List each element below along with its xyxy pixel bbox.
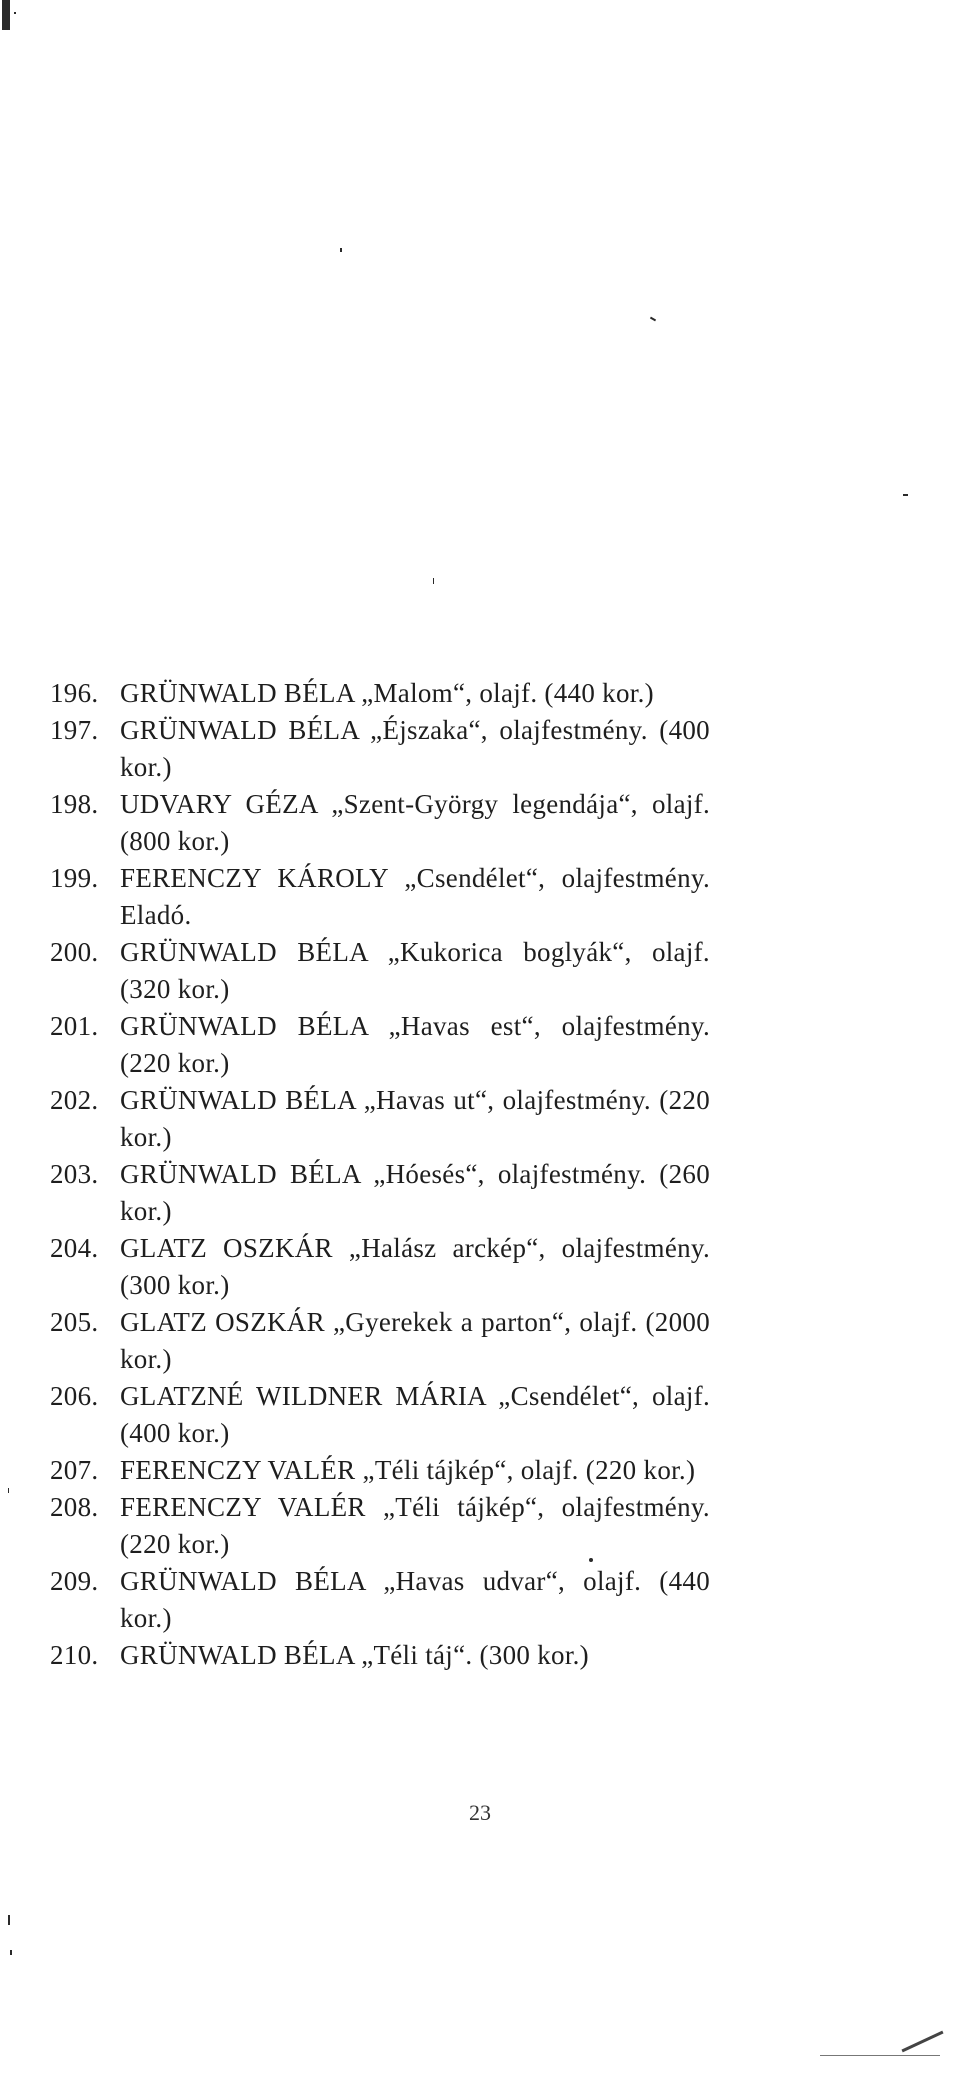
scan-speck — [8, 1915, 10, 1925]
entry-text: GRÜNWALD BÉLA „Malom“, olajf. (440 kor.) — [120, 678, 654, 708]
scan-smudge — [901, 2031, 943, 2053]
entry-number: 204. — [50, 1233, 99, 1263]
scan-speck — [14, 12, 16, 14]
entry-number: 200. — [50, 937, 99, 967]
entry-text: GRÜNWALD BÉLA „Éjszaka“, olajfestmény. (400 kor.) — [120, 715, 710, 782]
entry-number: 208. — [50, 1492, 99, 1522]
page-number: 23 — [469, 1800, 491, 1825]
scan-speck — [8, 1488, 9, 1493]
entry-number: 197. — [50, 715, 99, 745]
catalog-entry — [50, 1489, 710, 1563]
scan-speck — [10, 1950, 12, 1955]
catalog-entry — [50, 1637, 710, 1674]
catalog-entry — [50, 1304, 710, 1378]
catalog-entry — [50, 1156, 710, 1230]
entry-number: 207. — [50, 1455, 99, 1485]
entry-text: FERENCZY VALÉR „Téli tájkép“, olajf. (220 kor.) — [120, 1455, 696, 1485]
entry-text: GRÜNWALD BÉLA „Havas est“, olajfestmény. (220 kor.) — [120, 1011, 710, 1078]
entry-text: GRÜNWALD BÉLA „Havas udvar“, olajf. (440 kor.) — [120, 1566, 710, 1633]
entry-number: 209. — [50, 1566, 99, 1596]
entry-number: 201. — [50, 1011, 99, 1041]
entry-text: GLATZ OSZKÁR „Gyerekek a parton“, olajf. (2000 kor.) — [120, 1307, 710, 1374]
entry-number: 198. — [50, 789, 99, 819]
entry-text: GLATZ OSZKÁR „Halász arckép“, olajfestmény. (300 kor.) — [120, 1233, 710, 1300]
catalog-entry — [50, 712, 710, 786]
scan-speck — [433, 578, 434, 584]
entry-number: 203. — [50, 1159, 99, 1189]
catalog-entry — [50, 1563, 710, 1637]
entry-number: 196. — [50, 678, 99, 708]
entry-text: FERENCZY VALÉR „Téli tájkép“, olajfestmény. (220 kor.) — [120, 1492, 710, 1559]
scan-speck — [650, 317, 656, 322]
entry-number: 199. — [50, 863, 99, 893]
entry-text: GRÜNWALD BÉLA „Hóesés“, olajfestmény. (260 kor.) — [120, 1159, 710, 1226]
scan-speck — [903, 494, 908, 496]
catalog-entry — [50, 860, 710, 934]
entry-text: GLATZNÉ WILDNER MÁRIA „Csendélet“, olajf. (400 kor.) — [120, 1381, 710, 1448]
catalog-entry — [50, 786, 710, 860]
entry-number: 202. — [50, 1085, 99, 1115]
catalog-entry — [50, 1452, 710, 1489]
entry-text: FERENCZY KÁROLY „Csendélet“, olajfestmény. Eladó. — [120, 863, 710, 930]
catalog-entry — [50, 934, 710, 1008]
entry-text: UDVARY GÉZA „Szent-György legendája“, olajf. (800 kor.) — [120, 789, 710, 856]
entry-text: GRÜNWALD BÉLA „Kukorica boglyák“, olajf. (320 kor.) — [120, 937, 710, 1004]
scan-speck — [340, 248, 342, 252]
entry-text: GRÜNWALD BÉLA „Havas ut“, olajfestmény. (220 kor.) — [120, 1085, 710, 1152]
entry-number: 210. — [50, 1640, 99, 1670]
entry-number: 206. — [50, 1381, 99, 1411]
catalog-entry — [50, 1230, 710, 1304]
catalog-list — [50, 675, 710, 1674]
entry-text: GRÜNWALD BÉLA „Téli táj“. (300 kor.) — [120, 1640, 589, 1670]
scan-mark — [2, 0, 10, 30]
entry-number: 205. — [50, 1307, 99, 1337]
catalog-entry — [50, 1378, 710, 1452]
catalog-entry — [50, 1008, 710, 1082]
catalog-entry — [50, 1082, 710, 1156]
scan-smudge — [820, 2055, 940, 2056]
catalog-entry — [50, 675, 710, 712]
